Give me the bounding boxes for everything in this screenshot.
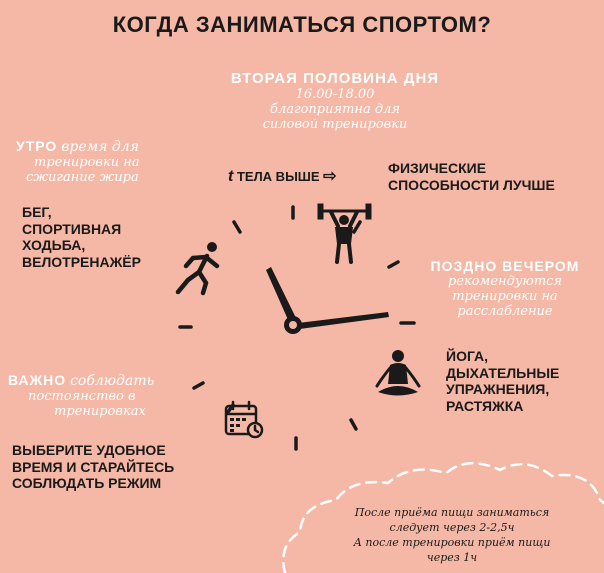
- temperature-symbol: t: [228, 168, 234, 185]
- meal-note-line4: через 1ч: [426, 550, 478, 564]
- morning-item: ХОДЬБА,: [22, 237, 86, 254]
- afternoon-result-line2: СПОСОБНОСТИ ЛУЧШЕ: [388, 176, 555, 193]
- evening-item: РАСТЯЖКА: [446, 397, 524, 414]
- morning-line3: сжигание жира: [26, 170, 139, 185]
- clock-tick: [351, 420, 356, 429]
- clock-tick: [194, 383, 203, 388]
- evening-line3: расслабление: [457, 304, 553, 319]
- weightlifter-icon: [318, 204, 371, 262]
- clock-minute-hand: [290, 312, 389, 330]
- meal-note-line3: А после тренировки приём пищи: [353, 535, 551, 549]
- important-item: ВРЕМЯ И СТАРАЙТЕСЬ: [12, 458, 175, 475]
- morning-item: БЕГ,: [22, 204, 52, 220]
- evening-line2: тренировки на: [452, 289, 558, 304]
- afternoon-line1: благоприятна для: [270, 102, 400, 117]
- evening-heading: ПОЗДНО ВЕЧЕРОМ: [430, 258, 580, 274]
- arrow-icon: ⇨: [323, 168, 337, 185]
- clock-tick: [389, 262, 398, 267]
- important-item: СОБЛЮДАТЬ РЕЖИМ: [12, 475, 162, 492]
- important-item: ВЫБЕРИТЕ УДОБНОЕ: [12, 442, 166, 458]
- afternoon-line2: силовой тренировки: [262, 117, 408, 132]
- morning-line1: время для: [61, 139, 139, 155]
- clock-tick: [354, 222, 360, 232]
- meal-note-line1: После приёма пищи заниматься: [354, 506, 550, 519]
- important-line1: соблюдать: [70, 373, 155, 389]
- important-line2: постоянство в: [28, 389, 136, 404]
- morning-item: СПОРТИВНАЯ: [22, 220, 122, 237]
- page-title: КОГДА ЗАНИМАТЬСЯ СПОРТОМ?: [112, 12, 492, 37]
- evening-line1: рекомендуются: [447, 274, 563, 289]
- meal-note: [314, 506, 590, 565]
- morning-heading: УТРО: [16, 138, 58, 154]
- important-heading: ВАЖНО: [8, 372, 67, 388]
- clock-tick: [234, 222, 240, 232]
- evening-item: ДЫХАТЕЛЬНЫЕ: [446, 364, 560, 381]
- morning-line2: тренировки на: [34, 155, 140, 170]
- evening-item: УПРАЖНЕНИЯ,: [446, 381, 550, 398]
- evening-item: ЙОГА,: [446, 348, 489, 364]
- afternoon-result-line1: ФИЗИЧЕСКИЕ: [388, 160, 487, 176]
- yoga-icon: [377, 350, 419, 396]
- calendar-icon: [226, 402, 262, 437]
- meal-note-line2: следует через 2-2,5ч: [389, 520, 515, 534]
- runner-icon: [178, 242, 217, 293]
- afternoon-heading: ВТОРАЯ ПОЛОВИНА ДНЯ: [230, 70, 440, 87]
- temperature-text: ТЕЛА ВЫШЕ: [236, 169, 320, 184]
- important-line3: тренировках: [54, 404, 146, 419]
- clock-hour-hand: [266, 267, 296, 322]
- morning-item: ВЕЛОТРЕНАЖЁР: [22, 253, 141, 270]
- afternoon-time: 16.00-18.00: [295, 87, 375, 102]
